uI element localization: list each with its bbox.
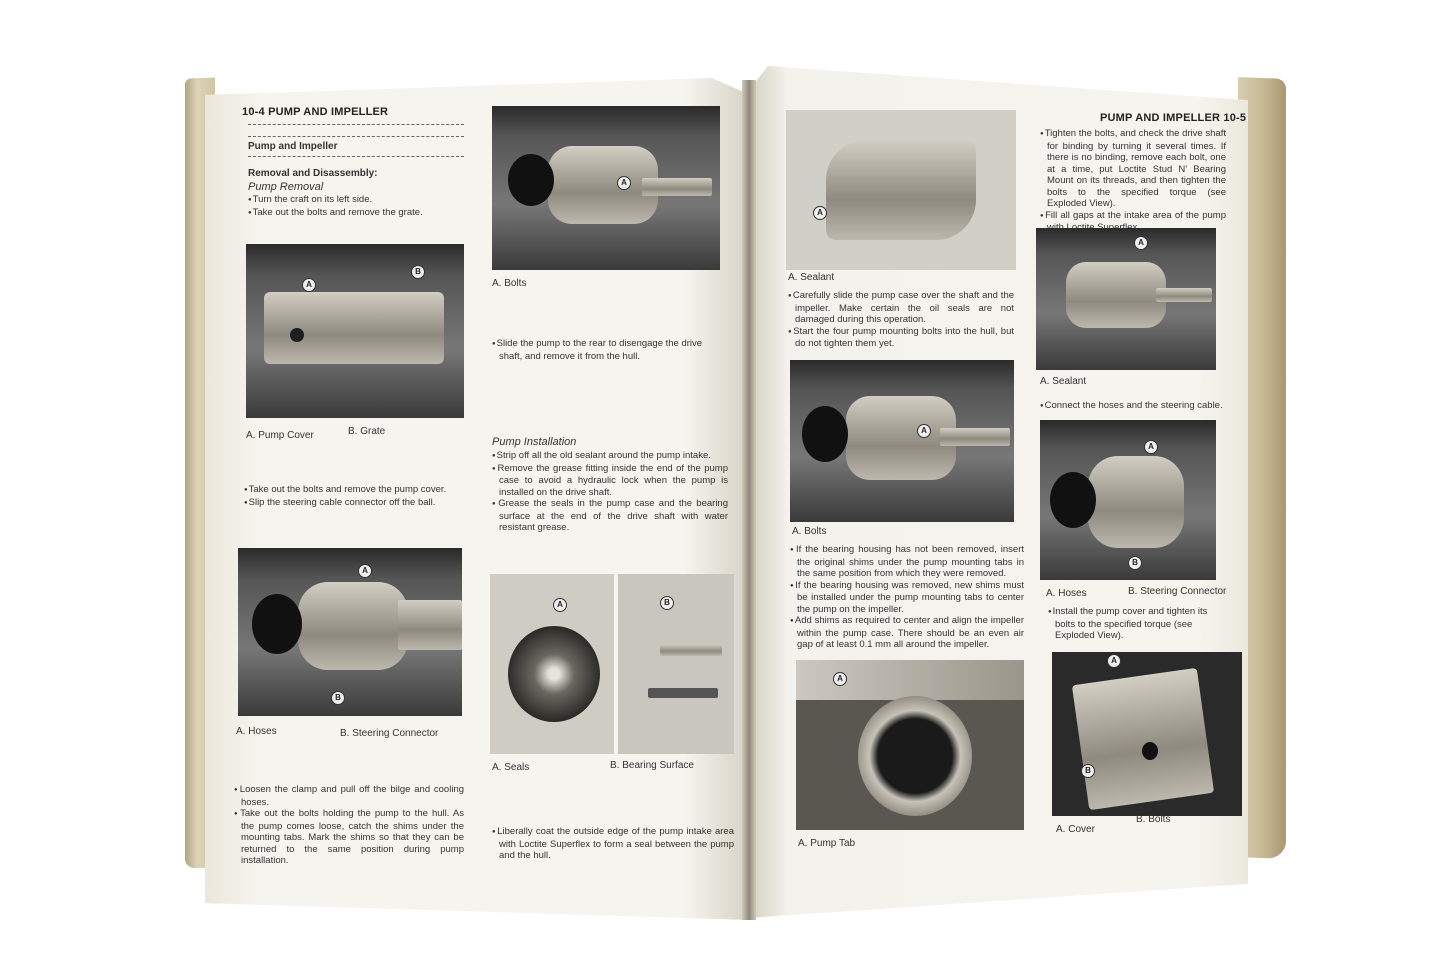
step-item: ● Install the pump cover and tighten its bolts to the specified torque (see Exploded View).: [1048, 606, 1230, 642]
photo-hoses-connector: [238, 548, 462, 716]
marker-a: A: [617, 176, 631, 190]
caption-a: A. Sealant: [788, 272, 835, 283]
header-rule: [248, 124, 464, 125]
caption-a: A. Pump Cover: [246, 430, 314, 441]
caption-a: A. Bolts: [492, 278, 527, 289]
caption-b: B. Bearing Surface: [610, 760, 694, 771]
marker-a: A: [1144, 440, 1158, 454]
step-item: ● Liberally coat the outside edge of the pump intake area with Loctite Superflex to form a seal between the pump and the hull.: [492, 826, 734, 862]
step-item: ● Start the four pump mounting bolts into the hull, but do not tighten them yet.: [788, 326, 1014, 350]
steps-r4: [1040, 400, 1226, 413]
marker-a: A: [833, 672, 847, 686]
marker-b: B: [411, 265, 425, 279]
steps-4: [492, 338, 726, 362]
photo-cover-bolts: [1052, 652, 1242, 816]
caption-a: A. Hoses: [1046, 588, 1087, 599]
step-item: ● Carefully slide the pump case over the shaft and the impeller. Make certain the oil seals are not damaged during this operation.: [788, 290, 1014, 326]
steps-1: [248, 194, 468, 219]
section-rule-bottom: [248, 156, 464, 157]
pump-removal-title: Pump Removal: [248, 181, 324, 193]
step-item: ● Turn the craft on its left side.: [248, 194, 468, 207]
book-gutter: [742, 80, 756, 920]
step-item: ● Add shims as required to center and align the impeller within the pump case. There should be an even air gap of at least 0.1 mm all around the impeller.: [790, 615, 1024, 651]
caption-a: A. Bolts: [792, 526, 827, 537]
photo-hoses-connector-2: [1040, 420, 1216, 580]
marker-a: A: [1134, 236, 1148, 250]
caption-a: A. Cover: [1056, 824, 1095, 835]
steps-5: [492, 450, 728, 534]
steps-2: [244, 484, 470, 509]
caption-a: A. Sealant: [1040, 376, 1087, 387]
marker-b: B: [1081, 764, 1095, 778]
step-item: ● Connect the hoses and the steering cable.: [1040, 400, 1226, 413]
section-rule-top: [248, 136, 464, 137]
subsection-title: Removal and Disassembly:: [248, 168, 378, 179]
steps-r3: [1040, 128, 1226, 234]
photo-bolts: [492, 106, 720, 270]
photo-sealant: [786, 110, 1016, 270]
photo-sealant-2: [1036, 228, 1216, 370]
pump-installation-title: Pump Installation: [492, 436, 577, 448]
caption-a: A. Hoses: [236, 726, 277, 737]
step-item: ● Grease the seals in the pump case and the bearing surface at the end of the drive shaft with water resistant grease.: [492, 498, 728, 534]
marker-a: A: [358, 564, 372, 578]
photo-seals: [490, 574, 614, 754]
steps-6: [492, 826, 734, 862]
step-item: ● Remove the grease fitting inside the end of the pump case to avoid a hydraulic lock when the pump is installed on the drive shaft.: [492, 463, 728, 499]
photo-bolts-installed: [790, 360, 1014, 522]
photo-bearing-surface: [618, 574, 734, 754]
step-item: ● Strip off all the old sealant around the pump intake.: [492, 450, 728, 463]
step-item: ● Take out the bolts holding the pump to the hull. As the pump comes loose, catch the shims under the mounting tabs. Mark the shims so that they can be returned to the same position during pump installation.: [234, 808, 464, 867]
photo-pump-cover-grate: [246, 244, 464, 418]
photo-pump-tab: [796, 660, 1024, 830]
caption-b: B. Steering Connector: [340, 728, 439, 739]
step-item: ● Fill all gaps at the intake area of the pump: [1040, 210, 1226, 234]
step-item: ● Tighten the bolts, and check the drive shaft for binding by turning it several times. If there is no binding, remove each bolt, one at a time, put Loctite Stud N' Bearing Mount on its threads, and then tighten the bolts to the specified torque (see Exploded View).: [1040, 128, 1226, 210]
marker-a: A: [813, 206, 827, 220]
steps-r2: [790, 544, 1024, 651]
caption-b: B. Steering Connector: [1128, 586, 1227, 597]
step-item: ● Loosen the clamp and pull off the bilge and cooling hoses.: [234, 784, 464, 808]
caption-a: A. Pump Tab: [798, 838, 856, 849]
step-item: ● If the bearing housing was removed, new shims must be installed under the pump mounting tabs to center the pump on the impeller.: [790, 580, 1024, 616]
marker-a: A: [1107, 654, 1121, 668]
section-title: Pump and Impeller: [248, 141, 338, 152]
right-page-header: PUMP AND IMPELLER 10-5: [1100, 112, 1247, 124]
caption-b: B. Bolts: [1136, 814, 1171, 825]
marker-a: A: [553, 598, 567, 612]
steps-3: [234, 784, 464, 867]
marker-b: B: [331, 691, 345, 705]
caption-b: B. Grate: [348, 426, 386, 437]
left-page-header: 10-4 PUMP AND IMPELLER: [242, 106, 389, 118]
step-item: ● Slip the steering cable connector off the ball.: [244, 497, 470, 510]
marker-b: B: [660, 596, 674, 610]
steps-r1: [788, 290, 1014, 350]
caption-a: A. Seals: [492, 762, 530, 773]
marker-a: A: [302, 278, 316, 292]
marker-a: A: [917, 424, 931, 438]
steps-r5: [1048, 606, 1230, 642]
step-item: ● If the bearing housing has not been removed, insert the original shims under the pump mounting tabs in the same position from which they were removed.: [790, 544, 1024, 580]
step-item: ● Take out the bolts and remove the grate.: [248, 207, 468, 220]
marker-b: B: [1128, 556, 1142, 570]
step-item: ● Take out the bolts and remove the pump cover.: [244, 484, 470, 497]
step-item: ● Slide the pump to the rear to disengage the drive shaft, and remove it from the hull.: [492, 338, 726, 362]
